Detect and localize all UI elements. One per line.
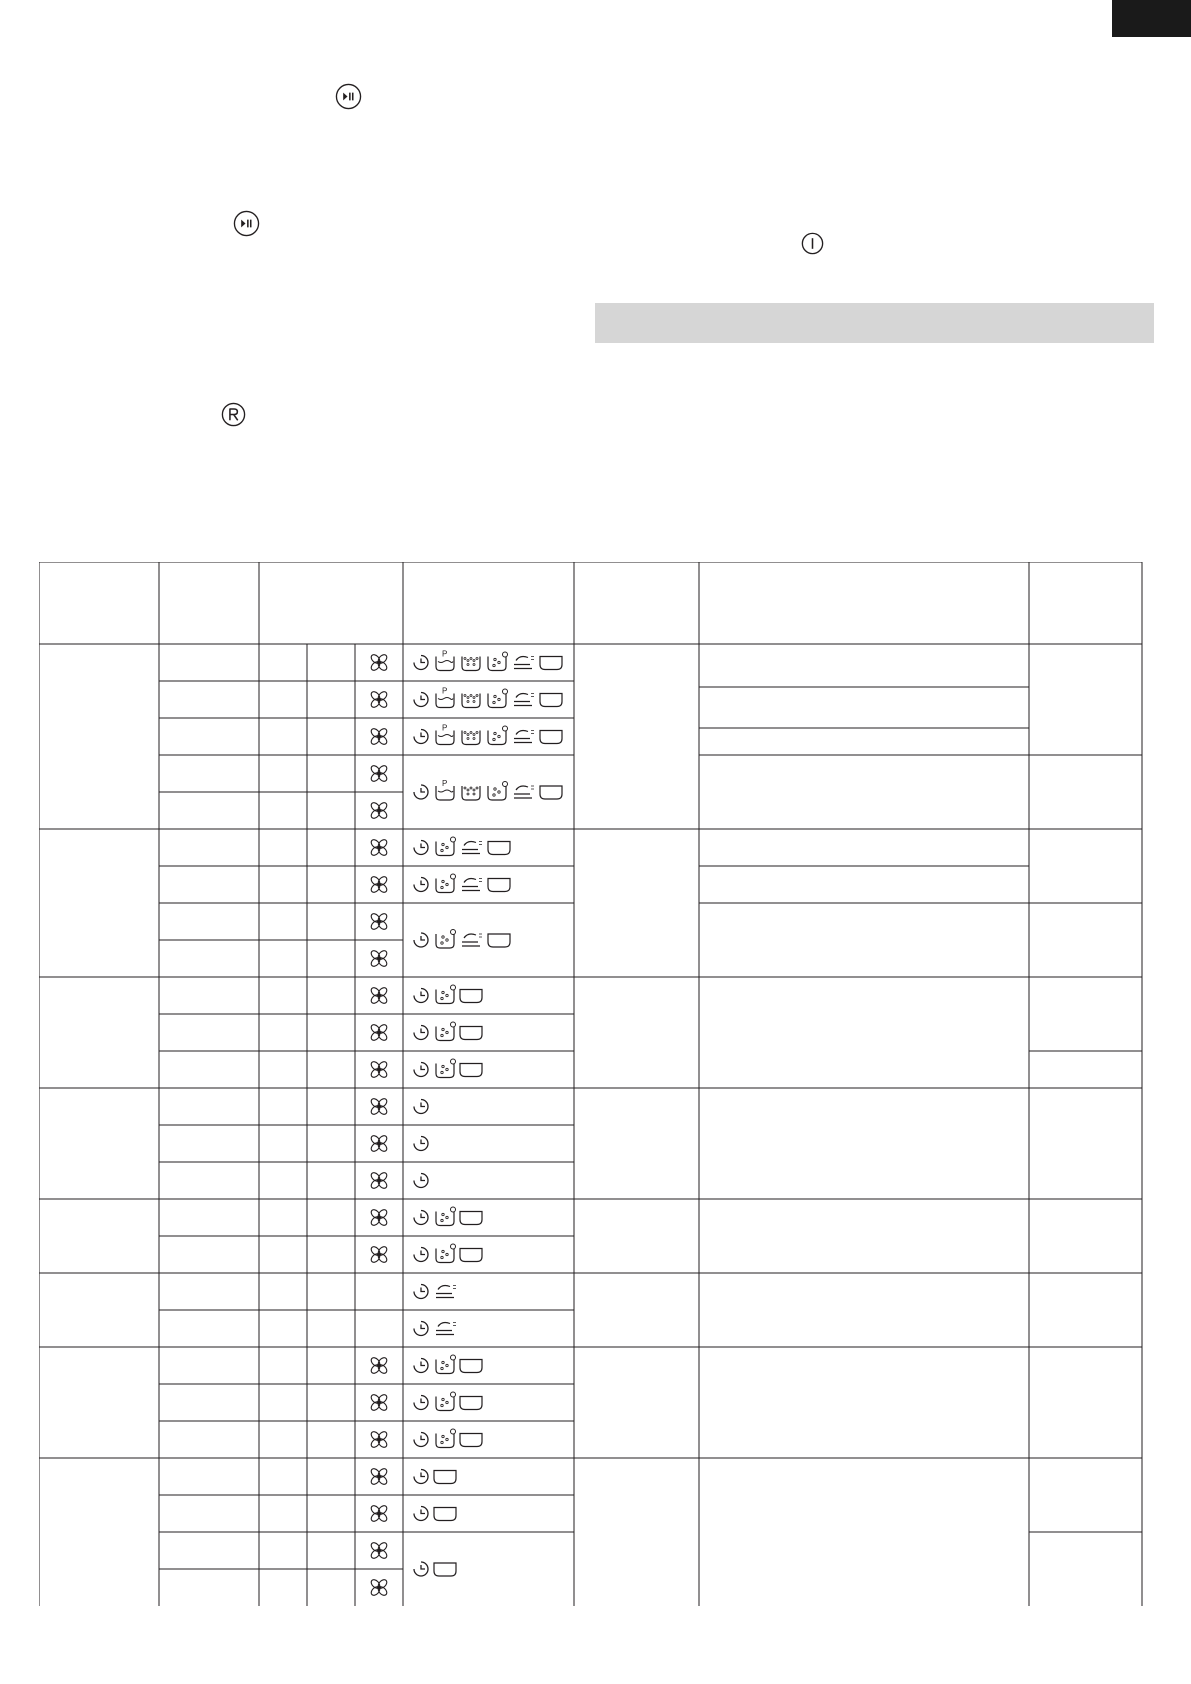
- fan-icon: [370, 1504, 389, 1523]
- wash-icon: [436, 1392, 456, 1411]
- timer-icon: [414, 841, 428, 855]
- rinse-icon: [514, 694, 534, 706]
- timer-icon: [414, 785, 428, 799]
- timer-icon: [414, 1433, 428, 1447]
- drain-icon: [540, 694, 562, 707]
- wash-icon: [436, 874, 456, 893]
- fan-icon: [370, 1430, 389, 1449]
- timer-icon: [414, 1285, 428, 1299]
- rinse-icon: [514, 786, 534, 798]
- wash-icon: [436, 837, 456, 856]
- wash-icon: [488, 782, 508, 801]
- drain-icon: [460, 1360, 482, 1373]
- timer-icon: [414, 1137, 428, 1151]
- fan-icon: [370, 1134, 389, 1153]
- fan-icon: [370, 1541, 389, 1560]
- drain-icon: [540, 657, 562, 670]
- fan-icon: [370, 1208, 389, 1227]
- fan-icon: [370, 690, 389, 709]
- drain-icon: [540, 731, 562, 744]
- reset-icon: [220, 401, 247, 428]
- page-tab-marker: [1112, 0, 1191, 37]
- timer-icon: [414, 656, 428, 670]
- rinse-icon: [514, 657, 534, 669]
- wash-hot-icon: [462, 731, 480, 745]
- drain-icon: [460, 990, 482, 1003]
- wash-icon: [436, 1429, 456, 1448]
- wash-icon: [436, 1207, 456, 1226]
- fan-icon: [370, 949, 389, 968]
- timer-icon: [414, 1026, 428, 1040]
- svg-text:P: P: [442, 649, 448, 659]
- timer-icon: [414, 693, 428, 707]
- timer-icon: [414, 1100, 428, 1114]
- fan-icon: [370, 727, 389, 746]
- wash-icon: [436, 985, 456, 1004]
- timer-icon: [414, 1174, 428, 1188]
- prewash-icon: [436, 724, 454, 745]
- wash-icon: [436, 1059, 456, 1078]
- drain-icon: [434, 1471, 456, 1484]
- timer-icon: [414, 1248, 428, 1262]
- timer-icon: [414, 1359, 428, 1373]
- drain-icon: [488, 879, 510, 892]
- drain-icon: [434, 1563, 456, 1576]
- timer-icon: [414, 1063, 428, 1077]
- svg-text:P: P: [442, 723, 448, 733]
- wash-hot-icon: [462, 657, 480, 671]
- drain-icon: [460, 1397, 482, 1410]
- fan-icon: [370, 1393, 389, 1412]
- fan-icon: [370, 912, 389, 931]
- play-pause-icon: [233, 210, 260, 237]
- wash-icon: [436, 1244, 456, 1263]
- timer-icon: [414, 1396, 428, 1410]
- wash-hot-icon: [462, 786, 480, 800]
- drain-icon: [460, 1064, 482, 1077]
- fan-icon: [370, 1245, 389, 1264]
- drain-icon: [460, 1249, 482, 1262]
- rinse-icon: [514, 731, 534, 743]
- wash-icon: [488, 689, 508, 708]
- fan-icon: [370, 1356, 389, 1375]
- fan-icon: [370, 1097, 389, 1116]
- drain-icon: [460, 1434, 482, 1447]
- drain-icon: [460, 1212, 482, 1225]
- timer-icon: [414, 989, 428, 1003]
- wash-icon: [436, 930, 456, 949]
- timer-icon: [414, 878, 428, 892]
- wash-icon: [488, 652, 508, 671]
- fan-icon: [370, 838, 389, 857]
- fan-icon: [370, 1467, 389, 1486]
- play-pause-icon: [335, 83, 362, 110]
- fan-icon: [370, 1023, 389, 1042]
- rinse-icon: [462, 934, 482, 946]
- rinse-icon: [436, 1286, 456, 1298]
- drain-icon: [434, 1508, 456, 1521]
- rinse-icon: [462, 842, 482, 854]
- timer-icon: [414, 1470, 428, 1484]
- info-icon: [799, 230, 826, 257]
- svg-text:P: P: [442, 779, 448, 788]
- fan-icon: [370, 653, 389, 672]
- prewash-icon: [436, 779, 454, 800]
- wash-hot-icon: [462, 694, 480, 708]
- programme-table: [39, 562, 1153, 1642]
- programme-table-grid: [39, 562, 1153, 1642]
- drain-icon: [488, 842, 510, 855]
- rinse-icon: [436, 1323, 456, 1335]
- timer-icon: [414, 1211, 428, 1225]
- wash-icon: [488, 726, 508, 745]
- section-heading-bar: [595, 303, 1154, 343]
- drain-icon: [488, 934, 510, 947]
- fan-icon: [370, 1578, 389, 1597]
- timer-icon: [414, 1507, 428, 1521]
- fan-icon: [370, 875, 389, 894]
- drain-icon: [460, 1027, 482, 1040]
- drain-icon: [540, 786, 562, 799]
- rinse-icon: [462, 879, 482, 891]
- timer-icon: [414, 1562, 428, 1576]
- wash-icon: [436, 1355, 456, 1374]
- fan-icon: [370, 801, 389, 820]
- fan-icon: [370, 986, 389, 1005]
- fan-icon: [370, 1060, 389, 1079]
- timer-icon: [414, 730, 428, 744]
- fan-icon: [370, 764, 389, 783]
- timer-icon: [414, 1322, 428, 1336]
- prewash-icon: [436, 687, 454, 708]
- timer-icon: [414, 933, 428, 947]
- fan-icon: [370, 1171, 389, 1190]
- wash-icon: [436, 1022, 456, 1041]
- svg-text:P: P: [442, 686, 448, 696]
- prewash-icon: [436, 650, 454, 671]
